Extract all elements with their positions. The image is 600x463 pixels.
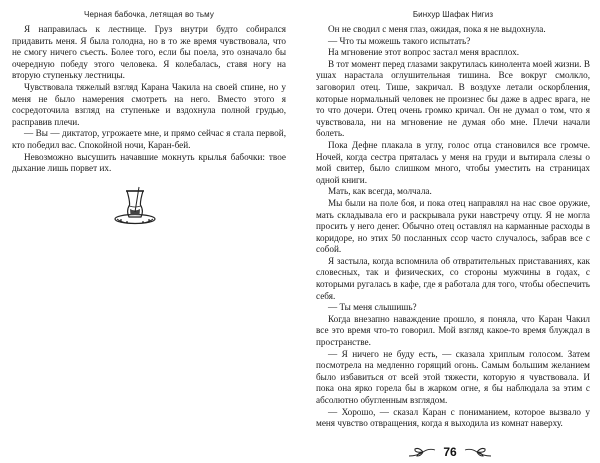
paragraph: — Ты меня слышишь? xyxy=(328,302,417,313)
paragraph: Чувствовала тяжелый взгляд Карана Чакила на своей спине, но у меня не было намерения смотреть на него. Вместо этого я сосредоточила взгляд на ступеньке и вздохнула полной грудью, расправив плечи. xyxy=(12,81,286,127)
butterfly-icon xyxy=(463,446,493,458)
left-body-text xyxy=(12,24,286,175)
paragraph: — Что ты можешь такого испытать? xyxy=(328,35,471,46)
paragraph: Когда внезапно наваждение прошло, я поняла, что Каран Чакил все это время что-то говорил. Мой взгляд какое-то время блуждал в пространстве. xyxy=(316,313,590,348)
paragraph: В тот момент перед глазами закрутилась кинолента моей жизни. В ушах нарастала оглушительная тишина. Все вокруг смолкло, заговорил отец. Тише, закричал. В воздухе летали оскорбления, которые нормальный человек не произнес бы даже в адрес врага, не то что дочери. Отец очень громко кричал. Он не думал о том, что я чувствовала, ни на мгновение не думая обо мне. Плечи начали болеть. xyxy=(316,58,590,139)
paragraph: Он не сводил с меня глаз, ожидая, пока я не выдохнула. xyxy=(328,24,546,34)
butterfly-icon xyxy=(407,446,437,458)
paragraph: — Вы — диктатор, угрожаете мне, и прямо сейчас я стала первой, кто победил вас. Спокойной ночи, Каран-бей. xyxy=(12,128,286,150)
right-body-text xyxy=(316,24,590,430)
paragraph: Я застыла, когда вспомнила об отвратительных приставаниях, как словесных, так и физических, со стороны мужчины в годах, с которыми ругалась в кафе, где я работала для того, чтобы обеспечить себя. xyxy=(316,255,590,301)
paragraph: Невозможно высушить начавшие мокнуть крылья бабочки: твое дыхание лишь порвет их. xyxy=(12,151,286,174)
paragraph: Пока Дефне плакала в углу, голос отца становился все громче. Ночей, когда сестра пряталась у меня на груди и вытирала слезы о мой свитер, было слишком много, чтобы уместить на страницах одной книги. xyxy=(316,139,590,185)
page-number: 76 xyxy=(443,445,457,459)
paragraph: Мать, как всегда, молчала. xyxy=(328,186,432,197)
paragraph: — Хорошо, — сказал Каран с пониманием, которое вызвало у меня чувство отвращения, когда я выходила из комнат наверху. xyxy=(316,406,590,429)
paragraph: Я направилась к лестнице. Груз внутри будто собирался придавить меня. Я была голодна, но в то же время чувствовала, что не смогу ничего съесть. Более того, если бы поела, это означало бы очередную победу этого человека. Я колебалась, ставя ногу на вторую ступеньку лестницы. xyxy=(12,24,286,81)
page-footer xyxy=(300,445,600,459)
paragraph: На мгновение этот вопрос застал меня врасплох. xyxy=(328,47,519,58)
paragraph: — Я ничего не буду есть, — сказала хриплым голосом. Затем посмотрела на медленно горящий огонь. Самым большим желанием было избавиться от всей этой тяжести, которую я чувствовала. И пока она ярко горела бы в жарком огне, я бы наблюдала за этим с абсолютно обугленным взглядом. xyxy=(316,348,590,405)
paragraph: Мы были на поле боя, и пока отец направлял на нас свое оружие, мать складывала его и раскрывала руки навстречу отцу. Я не могла просить у него денег. Обычно отец оставлял на карманные расходы в коридоре, но этих 50 посланных ссор часто случалось, забрав все с собой. xyxy=(316,197,590,255)
running-head-left: Черная бабочка, летящая во тьму xyxy=(84,10,214,19)
right-page xyxy=(300,0,600,463)
tea-glass-icon xyxy=(112,185,158,225)
running-head-right: Бинхур Шафак Нигиз xyxy=(412,10,494,19)
